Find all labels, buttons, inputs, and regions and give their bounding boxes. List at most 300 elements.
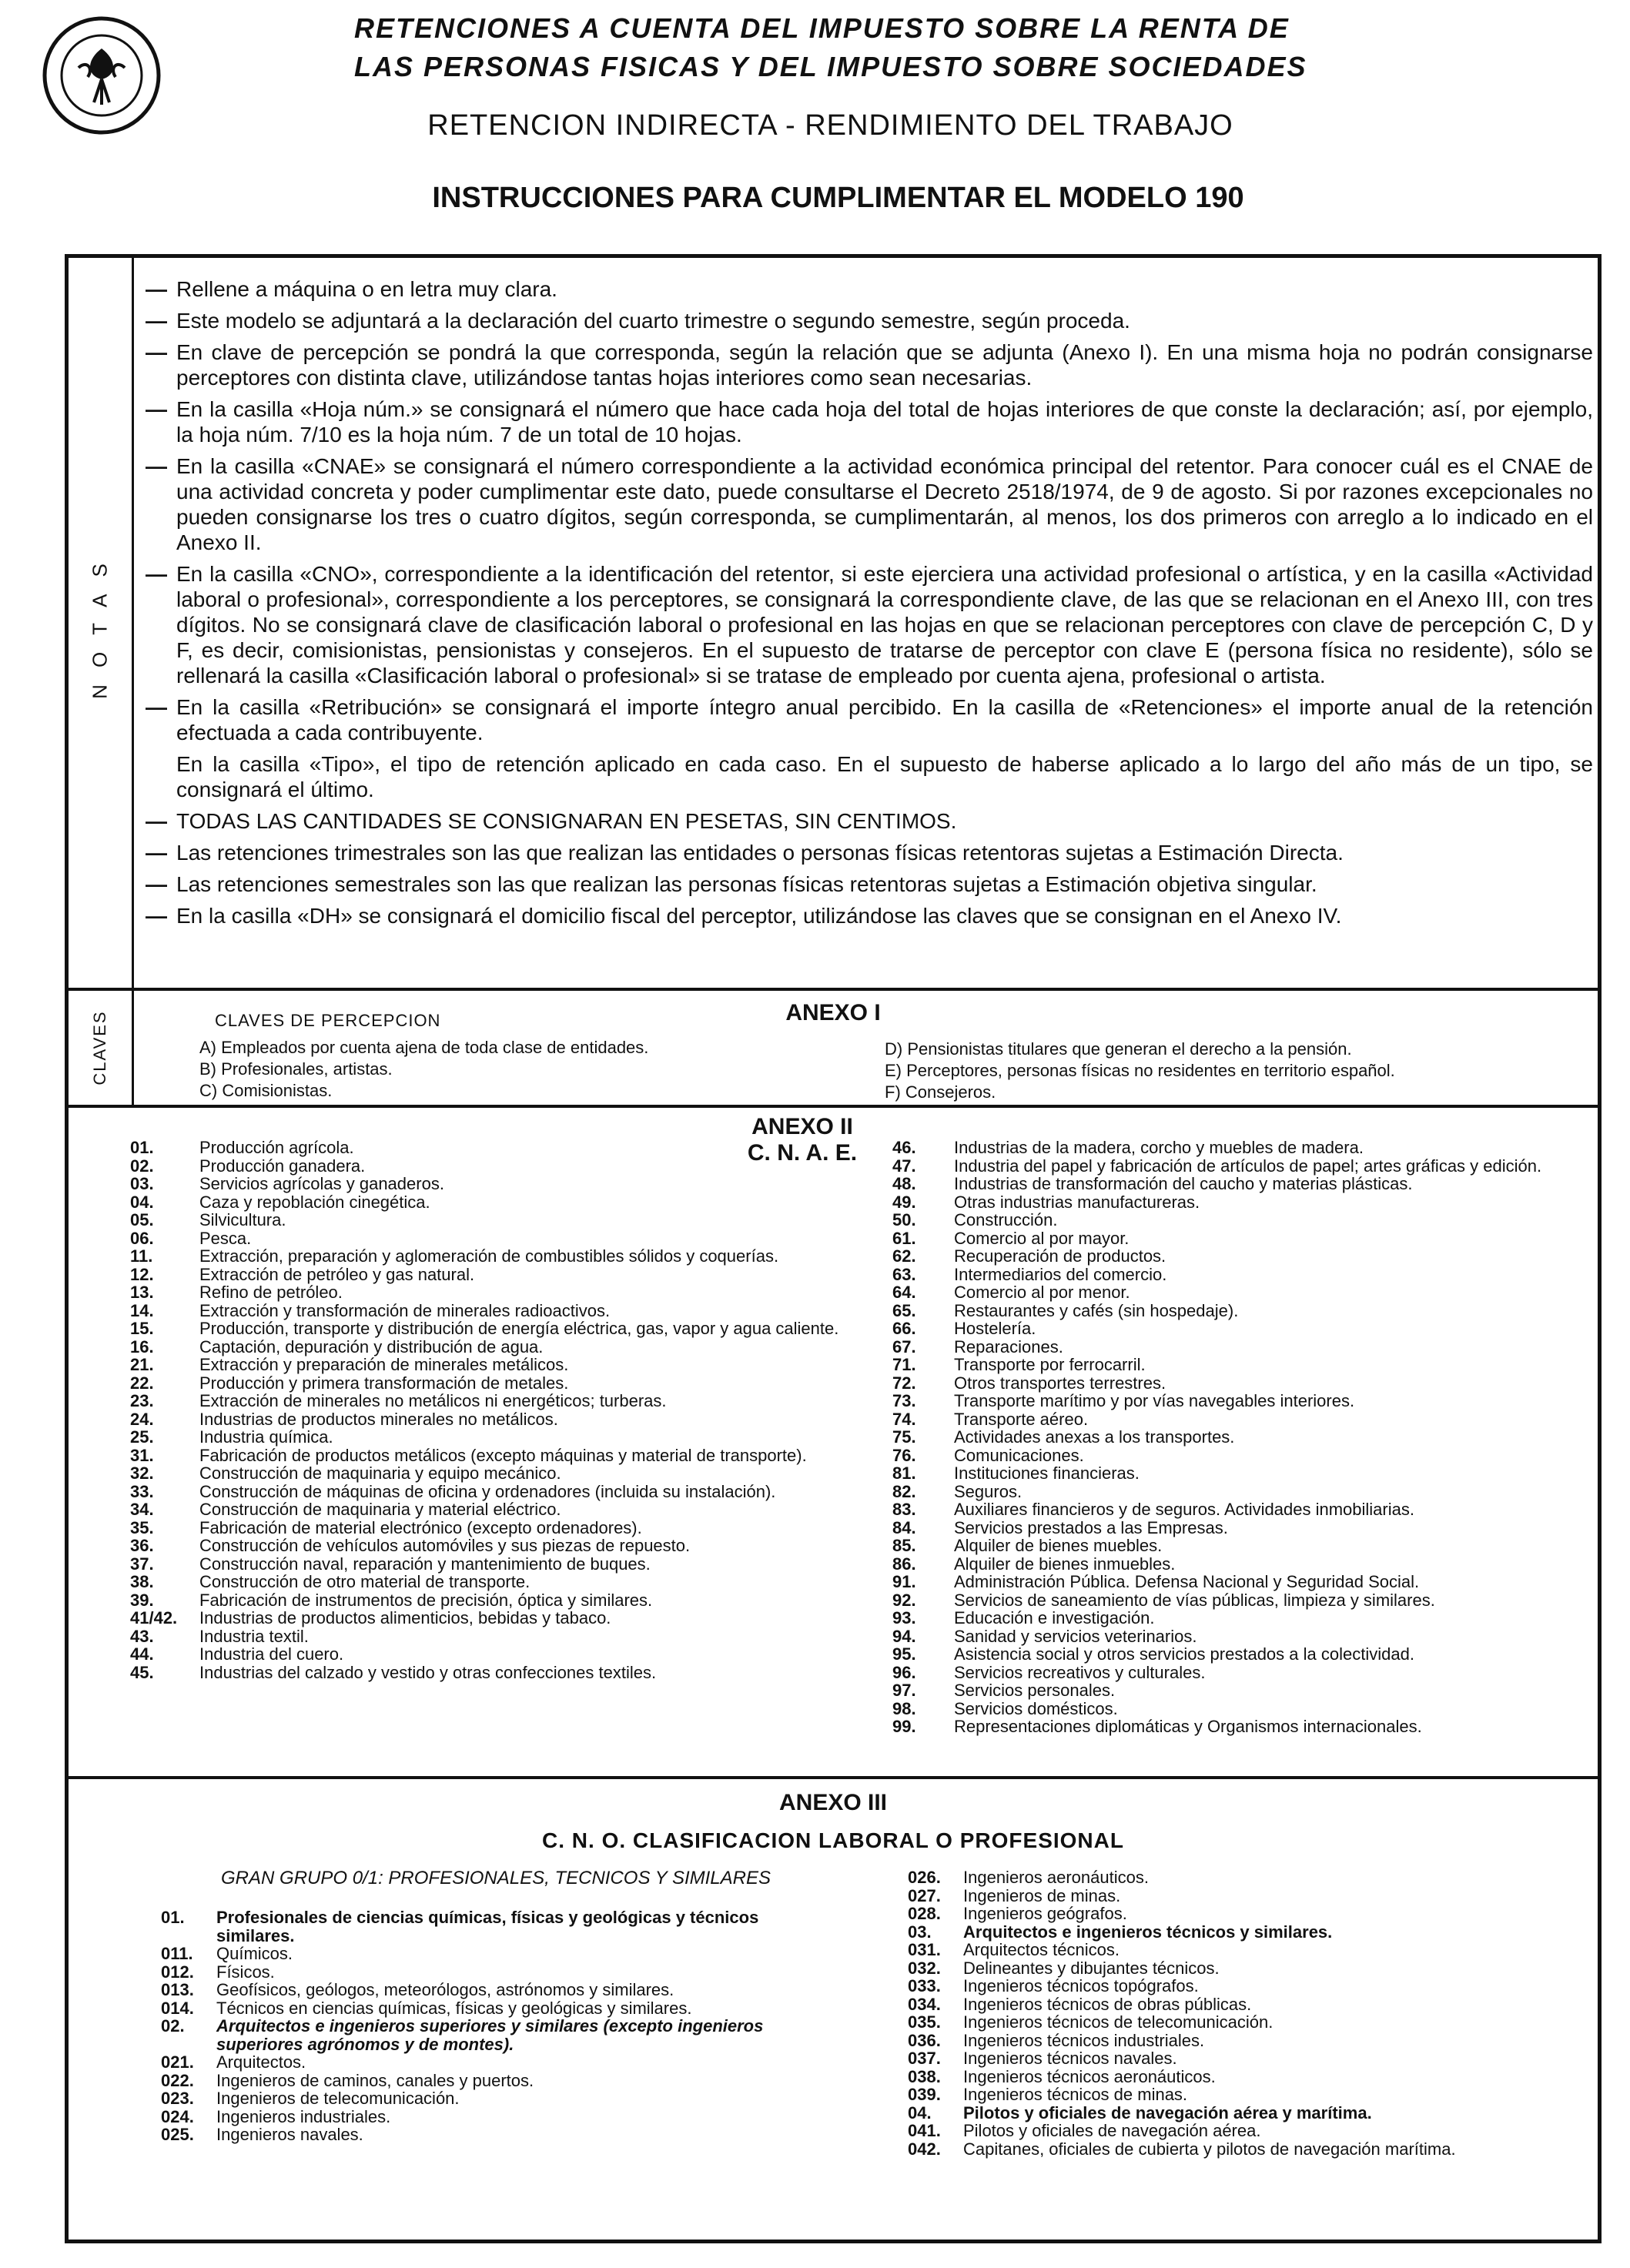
item-label: Ingenieros de caminos, canales y puertos. [216, 2070, 534, 2090]
list-item [130, 1464, 892, 1483]
list-item [161, 1999, 823, 2018]
item-label: Construcción de máquinas de oficina y ordenadores (incluida su instalación). [199, 1481, 776, 1501]
item-code: 035. [908, 2012, 941, 2032]
list-item [908, 2104, 1601, 2122]
item-code: 014. [161, 1998, 194, 2018]
page-mark [631, 2246, 647, 2262]
list-item [892, 1537, 1585, 1555]
gran-grupo-heading: GRAN GRUPO 0/1: PROFESIONALES, TECNICOS Y SIMILARES [221, 1868, 771, 1888]
item-label: Arquitectos técnicos. [963, 1940, 1120, 1959]
item-code: 45. [130, 1662, 154, 1682]
item-label: Ingenieros industriales. [216, 2106, 391, 2126]
item-label: Comercio al por mayor. [954, 1228, 1130, 1248]
item-label: Ingenieros técnicos industriales. [963, 2030, 1205, 2050]
item-code: 91. [892, 1572, 916, 1591]
item-label: Industrias de transformación del caucho y materias plásticas. [954, 1174, 1413, 1193]
instructions-heading: INSTRUCCIONES PARA CUMPLIMENTAR EL MODELO 190 [432, 182, 1244, 214]
item-label: Fabricación de instrumentos de precisión, óptica y similares. [199, 1590, 653, 1610]
list-item [161, 1908, 823, 1945]
list-item [908, 1887, 1601, 1905]
item-code: 67. [892, 1336, 916, 1356]
nota-dash: — [146, 841, 167, 865]
list-item [130, 1229, 892, 1248]
item-label: Ingenieros técnicos aeronáuticos. [963, 2066, 1216, 2086]
list-item [908, 1905, 1601, 1923]
list-item [908, 2049, 1601, 2068]
list-item [130, 1175, 892, 1193]
item-label: Instituciones financieras. [954, 1463, 1140, 1483]
list-item [161, 2072, 823, 2090]
item-code: 036. [908, 2030, 941, 2050]
item-label: Refino de petróleo. [199, 1283, 343, 1302]
list-item [161, 2053, 823, 2072]
item-label: Transporte aéreo. [954, 1409, 1089, 1429]
item-label: Extracción, preparación y aglomeración de combustibles sólidos y coquerías. [199, 1246, 779, 1266]
item-code: 34. [130, 1500, 154, 1519]
item-code: 03. [130, 1174, 154, 1193]
nota-item [146, 751, 1593, 802]
item-code: 75. [892, 1427, 916, 1447]
item-label: Seguros. [954, 1481, 1023, 1501]
list-item [892, 1374, 1585, 1393]
item-label: Industrias de productos minerales no metálicos. [199, 1409, 558, 1429]
notas-list [146, 276, 1593, 935]
item-code: 041. [908, 2121, 941, 2140]
item-label: Industria del cuero. [199, 1644, 344, 1664]
list-item [908, 1923, 1601, 1942]
nota-dash: — [146, 872, 167, 896]
clave-item: C) Comisionistas. [199, 1081, 333, 1100]
item-label: Industria textil. [199, 1626, 309, 1646]
item-code: 83. [892, 1500, 916, 1519]
list-item [892, 1664, 1585, 1682]
list-item [130, 1392, 892, 1410]
item-code: 61. [892, 1228, 916, 1248]
item-code: 024. [161, 2106, 194, 2126]
anexo1-title: ANEXO I [785, 1000, 881, 1025]
item-code: 11. [130, 1246, 153, 1266]
item-code: 73. [892, 1391, 916, 1410]
item-code: 63. [892, 1264, 916, 1284]
item-label: Ingenieros técnicos de minas. [963, 2085, 1188, 2104]
anexo3-section [69, 1779, 1598, 2240]
item-label: Captación, depuración y distribución de agua. [199, 1336, 544, 1356]
item-code: 25. [130, 1427, 154, 1447]
list-item [130, 1374, 892, 1393]
item-label: Ingenieros navales. [216, 2125, 363, 2144]
item-code: 01. [130, 1138, 154, 1157]
item-code: 86. [892, 1554, 916, 1574]
list-item [892, 1519, 1585, 1537]
item-code: 23. [130, 1391, 154, 1410]
item-label: Técnicos en ciencias químicas, físicas y geológicas y similares. [216, 1998, 692, 2018]
item-code: 37. [130, 1554, 154, 1574]
list-item [892, 1266, 1585, 1284]
nota-text: TODAS LAS CANTIDADES SE CONSIGNARAN EN PESETAS, SIN CENTIMOS. [176, 809, 957, 833]
item-label: Producción y primera transformación de metales. [199, 1373, 569, 1393]
list-item [161, 2017, 823, 2053]
item-label: Servicios de saneamiento de vías públicas, limpieza y similares. [954, 1590, 1435, 1610]
list-item [130, 1283, 892, 1302]
item-code: 031. [908, 1940, 941, 1959]
item-code: 04. [908, 2102, 932, 2122]
list-item [161, 2126, 823, 2144]
list-item [892, 1320, 1585, 1338]
item-label: Producción ganadera. [199, 1156, 366, 1176]
item-label: Servicios recreativos y culturales. [954, 1662, 1206, 1682]
list-item [892, 1229, 1585, 1248]
list-item [130, 1428, 892, 1447]
clave-item: E) Perceptores, personas físicas no residentes en territorio español. [885, 1061, 1395, 1080]
item-label: Servicios prestados a las Empresas. [954, 1517, 1228, 1537]
item-label: Industrias del calzado y vestido y otras confecciones textiles. [199, 1662, 657, 1682]
nota-text: En la casilla «Retribución» se consignará el importe íntegro anual percibido. En la casilla de «Retenciones» el importe anual de la retención efectuada a cada contribuyente. [176, 695, 1593, 744]
item-code: 71. [892, 1355, 916, 1374]
anexo3-subtitle: C. N. O. CLASIFICACION LABORAL O PROFESIONAL [542, 1828, 1124, 1852]
list-item [892, 1139, 1585, 1157]
item-code: 22. [130, 1373, 154, 1393]
list-item [892, 1500, 1585, 1519]
item-code: 31. [130, 1445, 154, 1465]
item-label: Físicos. [216, 1962, 275, 1982]
item-label: Ingenieros de telecomunicación. [216, 2089, 460, 2108]
item-code: 72. [892, 1373, 916, 1393]
item-label: Sanidad y servicios veterinarios. [954, 1626, 1197, 1646]
list-item [908, 2140, 1601, 2159]
nota-item [146, 840, 1593, 865]
anexo2-section [69, 1108, 1598, 1779]
list-item [908, 2122, 1601, 2140]
item-code: 85. [892, 1536, 916, 1555]
item-code: 021. [161, 2052, 194, 2072]
list-item [908, 1941, 1601, 1959]
nota-text: En la casilla «DH» se consignará el domicilio fiscal del perceptor, utilizándose las claves que se consignan en el Anexo IV. [176, 904, 1342, 928]
item-label: Silvicultura. [199, 1210, 286, 1229]
item-code: 93. [892, 1608, 916, 1627]
list-item [130, 1500, 892, 1519]
list-item [130, 1664, 892, 1682]
item-code: 44. [130, 1644, 154, 1664]
item-label: Servicios domésticos. [954, 1698, 1118, 1718]
item-code: 011. [161, 1944, 193, 1963]
item-code: 49. [892, 1192, 916, 1212]
nota-text: En la casilla «Hoja núm.» se consignará el número que hace cada hoja del total de hojas interiores de que conste la declaración; así, por ejemplo, la hoja núm. 7/10 es la hoja núm. 7 de un total de 10 hojas. [176, 397, 1593, 447]
item-code: 24. [130, 1409, 154, 1429]
list-item [130, 1519, 892, 1537]
item-label: Extracción y transformación de minerales radioactivos. [199, 1300, 611, 1320]
list-item [908, 2068, 1601, 2086]
item-label: Administración Pública. Defensa Nacional y Seguridad Social. [954, 1572, 1420, 1591]
item-label: Industrias de la madera, corcho y muebles de madera. [954, 1138, 1364, 1157]
item-label: Alquiler de bienes inmuebles. [954, 1554, 1176, 1574]
item-code: 022. [161, 2070, 194, 2090]
list-item [892, 1591, 1585, 1610]
clave-item: A) Empleados por cuenta ajena de toda clase de entidades. [199, 1038, 649, 1057]
item-label: Hostelería. [954, 1319, 1036, 1338]
item-code: 025. [161, 2125, 194, 2144]
notas-side-column [69, 258, 134, 988]
cno-left-list [161, 1908, 823, 2144]
item-label: Industrias de productos alimenticios, bebidas y tabaco. [199, 1608, 611, 1627]
item-code: 82. [892, 1481, 916, 1501]
item-code: 39. [130, 1590, 154, 1610]
claves-left-list [199, 1037, 892, 1102]
list-item [161, 1945, 823, 1963]
list-item [908, 1995, 1601, 2014]
item-code: 12. [130, 1264, 154, 1284]
list-item [892, 1483, 1585, 1501]
item-code: 042. [908, 2139, 941, 2159]
item-label: Ingenieros técnicos de telecomunicación. [963, 2012, 1274, 2032]
item-code: 95. [892, 1644, 916, 1664]
title-line-1: RETENCIONES A CUENTA DEL IMPUESTO SOBRE LA RENTA DE [354, 12, 1290, 44]
list-item [908, 2013, 1601, 2032]
item-label: Extracción de petróleo y gas natural. [199, 1264, 475, 1284]
item-label: Arquitectos e ingenieros superiores y similares (excepto ingenieros superiores agrónomos y de montes). [216, 2016, 764, 2054]
list-item [892, 1247, 1585, 1266]
item-code: 36. [130, 1536, 154, 1555]
clave-item: B) Profesionales, artistas. [199, 1059, 393, 1079]
nota-dash: — [146, 809, 167, 833]
clave-item: F) Consejeros. [885, 1082, 996, 1102]
list-item [130, 1609, 892, 1627]
item-code: 32. [130, 1463, 154, 1483]
nota-text: Las retenciones trimestrales son las que realizan las entidades o personas físicas retentoras sujetas a Estimación Directa. [176, 841, 1344, 865]
title-line-2: LAS PERSONAS FISICAS Y DEL IMPUESTO SOBRE SOCIEDADES [354, 51, 1307, 82]
item-label: Fabricación de material electrónico (excepto ordenadores). [199, 1517, 642, 1537]
list-item [892, 1609, 1585, 1627]
item-label: Transporte por ferrocarril. [954, 1355, 1146, 1374]
item-code: 74. [892, 1409, 916, 1429]
item-code: 46. [892, 1138, 916, 1157]
item-code: 65. [892, 1300, 916, 1320]
item-code: 50. [892, 1210, 916, 1229]
list-item [892, 1175, 1585, 1193]
clave-item: D) Pensionistas titulares que generan el derecho a la pensión. [885, 1039, 1352, 1059]
item-code: 98. [892, 1698, 916, 1718]
item-code: 76. [892, 1445, 916, 1465]
document-subtitle: RETENCION INDIRECTA - RENDIMIENTO DEL TRABAJO [427, 109, 1233, 142]
nota-dash: — [146, 397, 167, 421]
item-label: Arquitectos. [216, 2052, 306, 2072]
item-label: Construcción de maquinaria y equipo mecánico. [199, 1463, 561, 1483]
item-code: 037. [908, 2049, 941, 2068]
item-code: 66. [892, 1319, 916, 1338]
nota-text: Las retenciones semestrales son las que realizan las personas físicas retentoras sujetas a Estimación objetiva singular. [176, 872, 1317, 896]
nota-dash: — [146, 309, 167, 333]
list-item [908, 1868, 1601, 1887]
item-label: Comunicaciones. [954, 1445, 1084, 1465]
list-item [130, 1555, 892, 1574]
list-item [892, 1700, 1585, 1718]
item-label: Químicos. [216, 1944, 293, 1963]
document-title [354, 9, 1432, 86]
list-item [892, 1338, 1585, 1356]
nota-item [146, 808, 1593, 834]
item-code: 16. [130, 1336, 154, 1356]
item-code: 033. [908, 1976, 941, 1995]
item-code: 01. [161, 1908, 185, 1927]
item-label: Pesca. [199, 1228, 252, 1248]
item-code: 02. [130, 1156, 154, 1176]
anexo2-title: ANEXO II [751, 1114, 853, 1139]
nota-item [146, 308, 1593, 333]
list-item [892, 1211, 1585, 1229]
list-item [892, 1302, 1585, 1320]
list-item [892, 1447, 1585, 1465]
list-item [892, 1627, 1585, 1646]
item-code: 41/42. [130, 1608, 178, 1627]
anexo1-section [69, 991, 1598, 1108]
list-item [130, 1591, 892, 1610]
item-label: Ingenieros técnicos topógrafos. [963, 1976, 1199, 1995]
list-item [892, 1193, 1585, 1212]
item-code: 012. [161, 1962, 194, 1982]
item-code: 013. [161, 1980, 194, 1999]
item-code: 48. [892, 1174, 916, 1193]
item-label: Producción agrícola. [199, 1138, 354, 1157]
list-item [892, 1681, 1585, 1700]
item-label: Representaciones diplomáticas y Organismos internacionales. [954, 1717, 1422, 1736]
item-code: 33. [130, 1481, 154, 1501]
list-item [130, 1537, 892, 1555]
nota-dash: — [146, 340, 167, 364]
item-code: 92. [892, 1590, 916, 1610]
item-code: 027. [908, 1885, 941, 1905]
item-code: 15. [130, 1319, 154, 1338]
list-item [130, 1573, 892, 1591]
nota-item [146, 276, 1593, 302]
claves-right-list [885, 1039, 1578, 1103]
item-label: Comercio al por menor. [954, 1283, 1130, 1302]
item-code: 84. [892, 1517, 916, 1537]
list-item [130, 1627, 892, 1646]
nota-text: En la casilla «CNAE» se consignará el número correspondiente a la actividad económica principal del retentor. Para conocer cuál es el CNAE de una actividad concreta y poder cumplimentar este dato, puede consultarse el Decreto 2518/1974, de 9 de agosto. Si por razones excepcionales no pueden consignarse los tres o cuatro dígitos, según corresponda, se cumplimentarán, al menos, los dos primeros con arreglo a lo indicado en el Anexo II. [176, 454, 1593, 554]
item-code: 028. [908, 1904, 941, 1923]
cnae-left-list [130, 1139, 892, 1681]
item-code: 64. [892, 1283, 916, 1302]
item-code: 99. [892, 1717, 916, 1736]
item-label: Alquiler de bienes muebles. [954, 1536, 1163, 1555]
list-item [892, 1573, 1585, 1591]
item-label: Recuperación de productos. [954, 1246, 1166, 1266]
list-item [892, 1464, 1585, 1483]
nota-item [146, 340, 1593, 390]
instructions-frame [65, 254, 1602, 2243]
item-label: Asistencia social y otros servicios prestados a la colectividad. [954, 1644, 1414, 1664]
item-label: Transporte marítimo y por vías navegables interiores. [954, 1391, 1355, 1410]
nota-text: Este modelo se adjuntará a la declaración del cuarto trimestre o segundo semestre, según proceda. [176, 309, 1130, 333]
list-item [892, 1645, 1585, 1664]
list-item [130, 1157, 892, 1176]
item-label: Servicios personales. [954, 1681, 1116, 1700]
item-code: 034. [908, 1994, 941, 2014]
item-code: 97. [892, 1681, 916, 1700]
list-item [130, 1356, 892, 1374]
list-item [892, 1356, 1585, 1374]
list-item [130, 1193, 892, 1212]
item-label: Construcción de maquinaria y material eléctrico. [199, 1500, 561, 1519]
list-item [908, 2032, 1601, 2050]
anexo1-subtitle: CLAVES DE PERCEPCION [215, 1011, 441, 1030]
list-item [892, 1718, 1585, 1736]
list-item [130, 1266, 892, 1284]
list-item [892, 1428, 1585, 1447]
item-code: 032. [908, 1958, 941, 1978]
item-code: 62. [892, 1246, 916, 1266]
list-item [908, 1977, 1601, 1995]
claves-label: CLAVES [90, 1010, 109, 1085]
nota-text: En la casilla «CNO», correspondiente a la identificación del retentor, si este ejerciera una actividad profesional o artística, y en la casilla «Actividad laboral o profesional», correspondiente a los perceptores, se consignará la correspondiente clave, de las que se relacionan en el Anexo III, con tres dígitos. No se consignará clave de clasificación laboral o profesional en las hojas en que se relacionan perceptores con clave de percepción C, D y F, es decir, comisionistas, pensionistas y consejeros. En el supuesto de tratarse de perceptor con clave E (persona física no residente), sólo se rellenará la casilla «Clasificación laboral o profesional» si se tratase de empleado por cuenta ajena, profesional o artista. [176, 562, 1593, 687]
item-label: Otros transportes terrestres. [954, 1373, 1166, 1393]
nota-item [146, 561, 1593, 688]
list-item [892, 1157, 1585, 1176]
item-code: 023. [161, 2089, 194, 2108]
item-code: 026. [908, 1868, 941, 1887]
nota-item [146, 396, 1593, 447]
item-label: Ingenieros técnicos navales. [963, 2049, 1177, 2068]
item-code: 05. [130, 1210, 154, 1229]
list-item [892, 1283, 1585, 1302]
list-item [161, 1981, 823, 1999]
item-label: Construcción de vehículos automóviles y sus piezas de repuesto. [199, 1536, 691, 1555]
nota-item [146, 453, 1593, 555]
item-label: Restaurantes y cafés (sin hospedaje). [954, 1300, 1239, 1320]
item-label: Fabricación de productos metálicos (excepto máquinas y material de transporte). [199, 1445, 807, 1465]
item-code: 35. [130, 1517, 154, 1537]
item-code: 21. [130, 1355, 154, 1374]
nota-text: En clave de percepción se pondrá la que corresponda, según la relación que se adjunta (Anexo I). En una misma hoja no podrán consignarse perceptores con distinta clave, utilizándose tantas hojas interiores como sean necesarias. [176, 340, 1593, 390]
list-item [130, 1247, 892, 1266]
nota-dash: — [146, 904, 167, 928]
item-label: Ingenieros de minas. [963, 1885, 1121, 1905]
list-item [161, 2089, 823, 2108]
nota-dash: — [146, 454, 167, 478]
item-code: 14. [130, 1300, 154, 1320]
item-code: 02. [161, 2016, 185, 2036]
nota-item [146, 694, 1593, 745]
item-label: Reparaciones. [954, 1336, 1063, 1356]
item-label: Servicios agrícolas y ganaderos. [199, 1174, 444, 1193]
item-code: 04. [130, 1192, 154, 1212]
item-label: Otras industrias manufactureras. [954, 1192, 1200, 1212]
item-label: Extracción de minerales no metálicos ni energéticos; turberas. [199, 1391, 667, 1410]
nota-dash: — [146, 695, 167, 719]
list-item [161, 1963, 823, 1982]
list-item [130, 1139, 892, 1157]
item-label: Extracción y preparación de minerales metálicos. [199, 1355, 569, 1374]
list-item [892, 1555, 1585, 1574]
list-item [892, 1392, 1585, 1410]
item-label: Ingenieros técnicos de obras públicas. [963, 1994, 1252, 2014]
item-label: Auxiliares financieros y de seguros. Actividades inmobiliarias. [954, 1500, 1414, 1519]
item-label: Educación e investigación. [954, 1608, 1155, 1627]
item-code: 96. [892, 1662, 916, 1682]
item-label: Pilotos y oficiales de navegación aérea y marítima. [963, 2102, 1372, 2122]
item-code: 43. [130, 1626, 154, 1646]
item-label: Industria química. [199, 1427, 333, 1447]
notas-label: NOTAS [88, 547, 112, 699]
item-label: Construcción naval, reparación y mantenimiento de buques. [199, 1554, 651, 1574]
item-label: Delineantes y dibujantes técnicos. [963, 1958, 1220, 1978]
item-label: Construcción. [954, 1210, 1058, 1229]
nota-dash: — [146, 562, 167, 586]
item-code: 38. [130, 1572, 154, 1591]
item-code: 94. [892, 1626, 916, 1646]
list-item [130, 1211, 892, 1229]
list-item [130, 1447, 892, 1465]
item-code: 81. [892, 1463, 916, 1483]
